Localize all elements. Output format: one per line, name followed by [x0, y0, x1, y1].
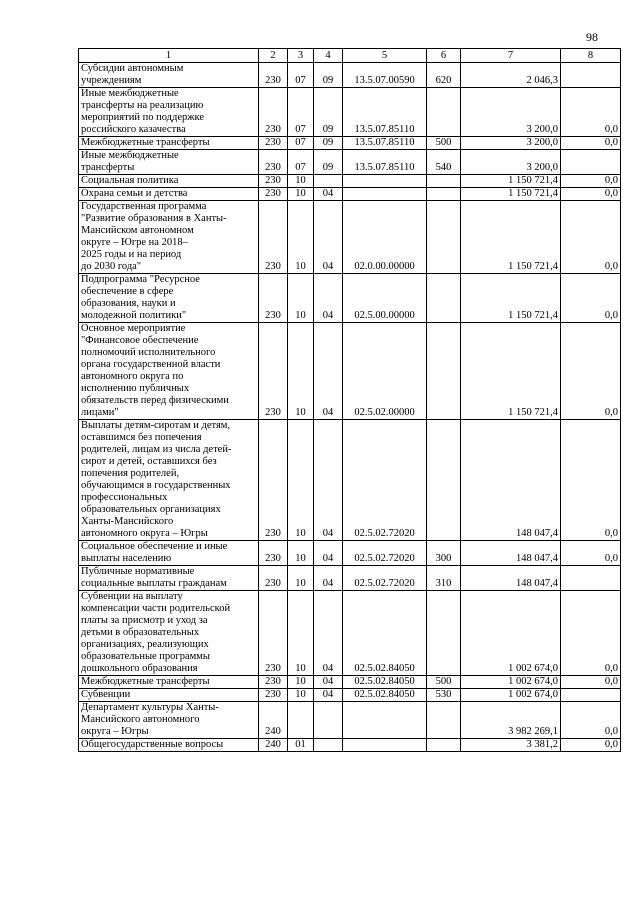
ministry-code-cell: 230	[259, 150, 288, 175]
ministry-code-cell: 230	[259, 323, 288, 420]
amount-cell: 1 150 721,4	[461, 323, 561, 420]
header-cell: 4	[314, 49, 343, 63]
section-code-cell: 10	[288, 188, 314, 201]
amount-extra-cell: 0,0	[561, 676, 621, 689]
amount-cell: 148 047,4	[461, 420, 561, 541]
section-code-cell: 10	[288, 323, 314, 420]
ministry-code-cell: 240	[259, 702, 288, 739]
row-name-cell: Подпрограмма "Ресурсное обеспечение в сфере образования, науки и молодежной политики"	[79, 274, 259, 323]
amount-extra-cell: 0,0	[561, 88, 621, 137]
target-article-cell	[343, 702, 427, 739]
ministry-code-cell: 230	[259, 420, 288, 541]
subsection-code-cell: 04	[314, 274, 343, 323]
subsection-code-cell	[314, 739, 343, 752]
ministry-code-cell: 230	[259, 566, 288, 591]
table-row	[79, 188, 621, 201]
amount-cell: 3 200,0	[461, 150, 561, 175]
header-cell: 2	[259, 49, 288, 63]
ministry-code-cell: 230	[259, 676, 288, 689]
row-name-cell: Департамент культуры Ханты- Мансийского автономного округа – Югры	[79, 702, 259, 739]
ministry-code-cell: 230	[259, 137, 288, 150]
row-name-cell: Выплаты детям-сиротам и детям, оставшимся без попечения родителей, лицам из числа детей- сирот и детей, оставшихся без попечения родителей, обучающимся в государственных профессиональных образовательных организациях Ханты-Мансийского автономного округа – Югры	[79, 420, 259, 541]
table-row	[79, 175, 621, 188]
row-name-cell: Общегосударственные вопросы	[79, 739, 259, 752]
ministry-code-cell: 230	[259, 591, 288, 676]
row-name-cell: Субвенции на выплату компенсации части родительской платы за присмотр и уход за детьми в образовательных организациях, реализующих образовательные программы дошкольного образования	[79, 591, 259, 676]
section-code-cell: 10	[288, 591, 314, 676]
amount-extra-cell: 0,0	[561, 702, 621, 739]
expense-type-cell	[427, 702, 461, 739]
ministry-code-cell: 230	[259, 63, 288, 88]
ministry-code-cell: 230	[259, 175, 288, 188]
target-article-cell: 02.5.02.84050	[343, 689, 427, 702]
row-name-cell: Социальная политика	[79, 175, 259, 188]
amount-cell: 2 046,3	[461, 63, 561, 88]
table-row	[79, 137, 621, 150]
expense-type-cell: 310	[427, 566, 461, 591]
amount-extra-cell: 0,0	[561, 323, 621, 420]
expense-type-cell	[427, 88, 461, 137]
header-row	[79, 49, 621, 63]
amount-extra-cell: 0,0	[561, 420, 621, 541]
amount-cell: 1 150 721,4	[461, 188, 561, 201]
amount-extra-cell: 0,0	[561, 175, 621, 188]
amount-cell: 1 150 721,4	[461, 201, 561, 274]
subsection-code-cell: 04	[314, 188, 343, 201]
target-article-cell: 02.5.02.84050	[343, 591, 427, 676]
amount-extra-cell	[561, 63, 621, 88]
amount-cell: 148 047,4	[461, 541, 561, 566]
target-article-cell: 02.5.02.84050	[343, 676, 427, 689]
row-name-cell: Охрана семьи и детства	[79, 188, 259, 201]
row-name-cell: Иные межбюджетные трансферты	[79, 150, 259, 175]
page-number: 98	[586, 30, 598, 44]
row-name-cell: Субсидии автономным учреждениям	[79, 63, 259, 88]
subsection-code-cell: 04	[314, 541, 343, 566]
subsection-code-cell: 04	[314, 323, 343, 420]
subsection-code-cell: 04	[314, 201, 343, 274]
expense-type-cell	[427, 274, 461, 323]
amount-extra-cell	[561, 566, 621, 591]
subsection-code-cell: 04	[314, 591, 343, 676]
expense-type-cell	[427, 420, 461, 541]
section-code-cell	[288, 702, 314, 739]
target-article-cell: 13.5.07.85110	[343, 137, 427, 150]
section-code-cell: 10	[288, 175, 314, 188]
table-row	[79, 63, 621, 88]
subsection-code-cell: 04	[314, 689, 343, 702]
subsection-code-cell: 04	[314, 420, 343, 541]
section-code-cell: 10	[288, 541, 314, 566]
subsection-code-cell: 04	[314, 566, 343, 591]
amount-extra-cell: 0,0	[561, 188, 621, 201]
target-article-cell: 02.5.02.72020	[343, 566, 427, 591]
row-name-cell: Социальное обеспечение и иные выплаты населению	[79, 541, 259, 566]
amount-cell: 1 002 674,0	[461, 676, 561, 689]
amount-cell: 1 150 721,4	[461, 274, 561, 323]
section-code-cell: 07	[288, 150, 314, 175]
subsection-code-cell	[314, 702, 343, 739]
table-row	[79, 676, 621, 689]
table-row	[79, 566, 621, 591]
target-article-cell: 02.5.00.00000	[343, 274, 427, 323]
amount-cell: 148 047,4	[461, 566, 561, 591]
target-article-cell	[343, 175, 427, 188]
section-code-cell: 07	[288, 63, 314, 88]
ministry-code-cell: 230	[259, 541, 288, 566]
table-row	[79, 201, 621, 274]
table-row	[79, 739, 621, 752]
subsection-code-cell: 09	[314, 150, 343, 175]
expense-type-cell: 300	[427, 541, 461, 566]
table-row	[79, 541, 621, 566]
row-name-cell: Публичные нормативные социальные выплаты гражданам	[79, 566, 259, 591]
amount-cell: 1 002 674,0	[461, 591, 561, 676]
subsection-code-cell: 04	[314, 676, 343, 689]
target-article-cell: 13.5.07.85110	[343, 88, 427, 137]
table-row	[79, 591, 621, 676]
amount-extra-cell	[561, 150, 621, 175]
header-cell: 1	[79, 49, 259, 63]
header-cell: 5	[343, 49, 427, 63]
expense-type-cell: 500	[427, 676, 461, 689]
table-row	[79, 420, 621, 541]
table-row	[79, 150, 621, 175]
budget-table	[78, 48, 621, 752]
row-name-cell: Субвенции	[79, 689, 259, 702]
target-article-cell: 13.5.07.85110	[343, 150, 427, 175]
target-article-cell	[343, 188, 427, 201]
table-row	[79, 274, 621, 323]
target-article-cell: 02.5.02.72020	[343, 541, 427, 566]
section-code-cell: 07	[288, 88, 314, 137]
amount-cell: 3 982 269,1	[461, 702, 561, 739]
expense-type-cell	[427, 175, 461, 188]
ministry-code-cell: 230	[259, 188, 288, 201]
subsection-code-cell: 09	[314, 137, 343, 150]
expense-type-cell	[427, 591, 461, 676]
target-article-cell	[343, 739, 427, 752]
expense-type-cell	[427, 188, 461, 201]
expense-type-cell: 500	[427, 137, 461, 150]
section-code-cell: 10	[288, 420, 314, 541]
expense-type-cell	[427, 739, 461, 752]
amount-extra-cell: 0,0	[561, 739, 621, 752]
amount-extra-cell	[561, 689, 621, 702]
ministry-code-cell: 230	[259, 201, 288, 274]
ministry-code-cell: 230	[259, 689, 288, 702]
header-cell: 3	[288, 49, 314, 63]
section-code-cell: 10	[288, 566, 314, 591]
amount-extra-cell: 0,0	[561, 274, 621, 323]
table-body	[79, 63, 621, 752]
amount-cell: 3 200,0	[461, 137, 561, 150]
subsection-code-cell: 09	[314, 63, 343, 88]
expense-type-cell	[427, 201, 461, 274]
expense-type-cell: 540	[427, 150, 461, 175]
table-row	[79, 323, 621, 420]
row-name-cell: Межбюджетные трансферты	[79, 676, 259, 689]
ministry-code-cell: 230	[259, 274, 288, 323]
row-name-cell: Межбюджетные трансферты	[79, 137, 259, 150]
row-name-cell: Иные межбюджетные трансферты на реализацию мероприятий по поддержке российского казачества	[79, 88, 259, 137]
amount-extra-cell: 0,0	[561, 201, 621, 274]
row-name-cell: Государственная программа "Развитие образования в Ханты- Мансийском автономном округе – Югре на 2018– 2025 годы и на период до 2030 года"	[79, 201, 259, 274]
target-article-cell: 13.5.07.00590	[343, 63, 427, 88]
expense-type-cell	[427, 323, 461, 420]
target-article-cell: 02.5.02.72020	[343, 420, 427, 541]
subsection-code-cell: 09	[314, 88, 343, 137]
table-row	[79, 702, 621, 739]
ministry-code-cell: 230	[259, 88, 288, 137]
table-row	[79, 88, 621, 137]
table-row	[79, 689, 621, 702]
section-code-cell: 10	[288, 689, 314, 702]
expense-type-cell: 620	[427, 63, 461, 88]
amount-extra-cell: 0,0	[561, 137, 621, 150]
amount-cell: 3 200,0	[461, 88, 561, 137]
amount-extra-cell: 0,0	[561, 541, 621, 566]
expense-type-cell: 530	[427, 689, 461, 702]
section-code-cell: 10	[288, 201, 314, 274]
row-name-cell: Основное мероприятие "Финансовое обеспечение полномочий исполнительного органа государственной власти автономного округа по исполнению публичных обязательств перед физическими лицами"	[79, 323, 259, 420]
header-cell: 7	[461, 49, 561, 63]
subsection-code-cell	[314, 175, 343, 188]
section-code-cell: 07	[288, 137, 314, 150]
ministry-code-cell: 240	[259, 739, 288, 752]
target-article-cell: 02.5.02.00000	[343, 323, 427, 420]
amount-cell: 1 150 721,4	[461, 175, 561, 188]
section-code-cell: 01	[288, 739, 314, 752]
section-code-cell: 10	[288, 676, 314, 689]
amount-extra-cell: 0,0	[561, 591, 621, 676]
amount-cell: 1 002 674,0	[461, 689, 561, 702]
amount-cell: 3 381,2	[461, 739, 561, 752]
header-cell: 6	[427, 49, 461, 63]
section-code-cell: 10	[288, 274, 314, 323]
header-cell: 8	[561, 49, 621, 63]
target-article-cell: 02.0.00.00000	[343, 201, 427, 274]
